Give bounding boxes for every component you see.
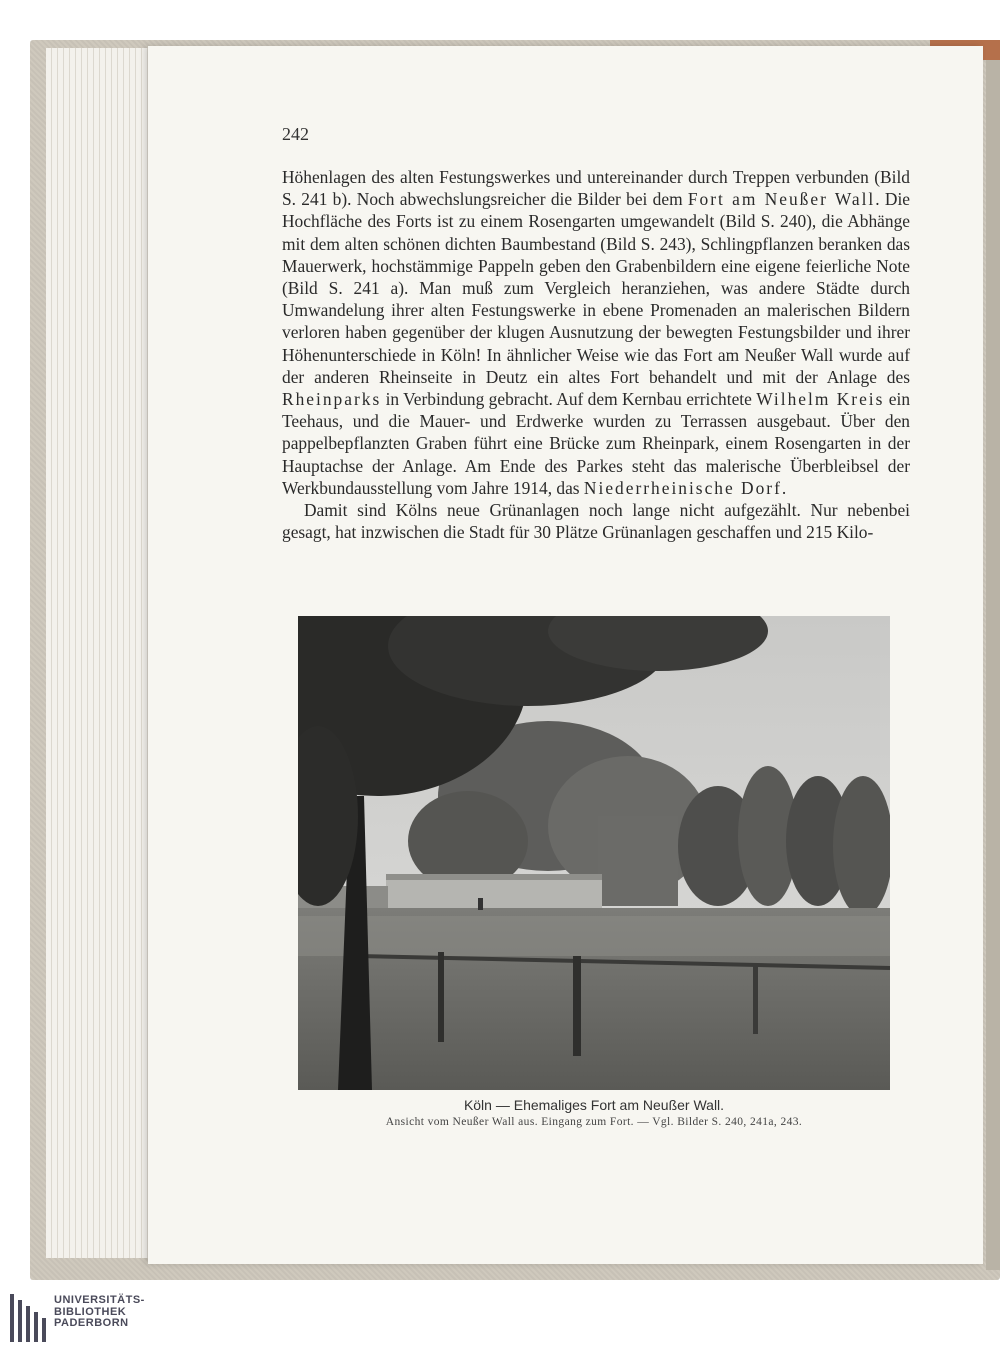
text-run: . <box>781 477 787 498</box>
library-logo-icon <box>10 1294 48 1350</box>
park-photo-illustration <box>298 616 890 1090</box>
figure-caption: Köln — Ehemaliges Fort am Neußer Wall. <box>463 1097 725 1113</box>
text-run: . Die Hochfläche des Forts ist zu einem Rosengarten umgewandelt (Bild S. 240), die Abhänge mit dem alten schönen dichten Baumbestand (Bild S. 243), Schlingpflanzen beranken das Mauerwerk, hochstämmige Pappeln geben den Grabenbildern eine eigene feierliche Note (Bild S. 241 a). Man muß zum Vergleich heranziehen, was andere Städte durch Umwandelung ihrer alten Festungswerke in ebene Promenaden an malerischen Bildern verloren haben gegenüber der klugen Ausnutzung der bewegten Festungsbilder und ihrer Höhenunterschiede in Köln! In ähnlicher Weise wie das Fort am Neußer Wall wurde auf der anderen Rheinseite in Deutz ein altes Fort behandelt und mit der Anlage des <box>282 189 910 387</box>
body-paragraph <box>282 499 910 543</box>
library-line-2: BIBLIOTHEK <box>54 1305 127 1318</box>
emphasized-text: Niederrheinische Dorf <box>583 477 782 498</box>
emphasized-text: Fort am Neußer Wall <box>687 189 876 210</box>
figure-subcaption: Ansicht vom Neußer Wall aus. Eingang zum Fort. — Vgl. Bilder S. 240, 241a, 243. <box>385 1116 803 1128</box>
emphasized-text: Rheinparks <box>282 389 382 410</box>
body-text <box>282 166 910 543</box>
cover-edge <box>986 45 1000 1270</box>
footer-band <box>0 1284 1000 1354</box>
figure-photo <box>298 616 890 1090</box>
library-line-1: UNIVERSITÄTS- <box>54 1294 145 1306</box>
text-run: Höhenlagen des alten Festungswerkes und untereinander durch Treppen verbunden (Bild S. 241 b). Noch abwechslungsreicher die Bilder bei dem <box>282 167 910 210</box>
text-run: ein Teehaus, und die Mauer- und Erdwerke wurden zu Terrassen ausgebaut. Über den pappelbepflanzten Graben führt eine Brücke zum Rheinpark, einem Rosengarten in der Hauptachse der Anlage. Am Ende des Parkes steht das malerische Überbleibsel der Werkbundausstellung vom Jahre 1914, das <box>282 389 911 498</box>
text-run: in Verbindung gebracht. Auf dem Kernbau errichtete <box>381 389 757 410</box>
page-stack <box>46 48 156 1258</box>
body-paragraph <box>282 166 910 499</box>
page-number: 242 <box>282 124 309 144</box>
library-name <box>54 1295 145 1330</box>
emphasized-text: Wilhelm Kreis <box>756 389 885 410</box>
text-run: Damit sind Kölns neue Grünanlagen noch lange nicht aufgezählt. Nur nebenbei gesagt, hat inzwischen die Stadt für 30 Plätze Grünanlagen geschaffen und 215 Kilo- <box>282 500 910 543</box>
library-line-3: PADERBORN <box>54 1317 129 1329</box>
